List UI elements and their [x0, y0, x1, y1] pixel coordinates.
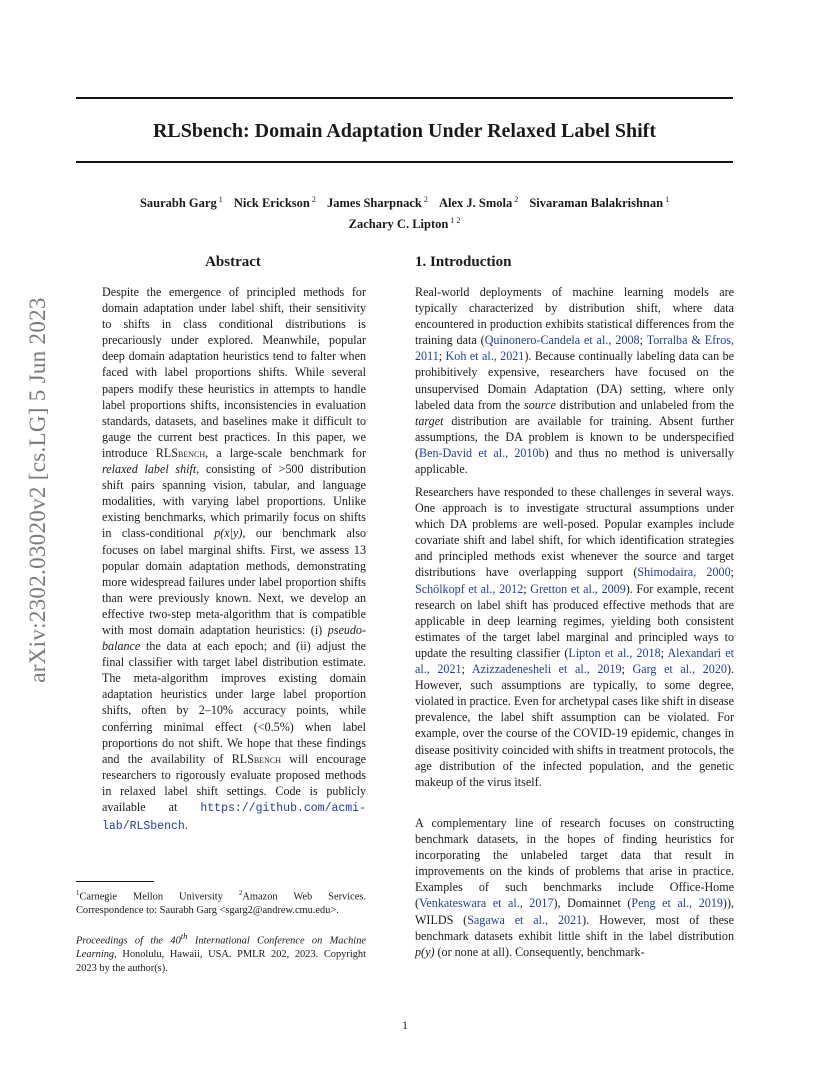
body-text: ). For example, recent research on label shift has produced effective methods that are applicable in deep learning regimes, yielding both consistent estimates of the target label marginal and principled ways to update the resulting classifier ( [415, 581, 735, 660]
body-text: ; [660, 645, 668, 660]
citation-link[interactable]: Lipton et al., 2018 [568, 645, 661, 660]
citation-link[interactable]: Torralba & Efros, 2011 [415, 333, 734, 364]
body-text: ) and thus no method is universally applicable. [415, 445, 735, 477]
body-text: ; [639, 333, 647, 348]
italic-text: relaxed label shift [102, 462, 197, 477]
title-rule-top [76, 97, 733, 99]
citation-link[interactable]: Sagawa et al., 2021 [467, 912, 583, 927]
body-text: , our benchmark also focuses on label marginal shifts. First, we assess 13 popular domain adaptation methods, demonstrating more widespread failures under label proportion shifts than were previously known. Next, we develop an effective two-step meta-algorithm that is compatible with most domain adaptation heuristics: (i) [102, 526, 366, 637]
body-text: , Honolulu, Hawaii, USA. PMLR 202, 2023. Copyright 2023 by the author(s). [76, 949, 366, 975]
small-caps-text: bench [253, 751, 281, 766]
body-text: )), WILDS ( [415, 896, 734, 927]
author-name: Alex J. Smola $^2$ [438, 195, 519, 210]
body-text: Amazon Web Services. Correspondence to: Saurabh Garg <sgarg2@andrew.cmu.edu>. [76, 891, 366, 917]
author-name: Saurabh Garg $^1$ [139, 195, 223, 210]
author-affiliation-mark: 1 [665, 195, 670, 204]
italic-text: source [524, 397, 556, 412]
intro-paragraph-2 [415, 484, 734, 790]
arxiv-stamp [25, 296, 50, 683]
italic-text: Proceedings of the 40 [76, 935, 181, 947]
citation-link[interactable]: Garg et al., 2020 [632, 662, 727, 677]
body-text: ). Because continually labeling data can be prohibitively expensive, researchers have focused on the unsupervised Domain Adaptation (DA) setting, where only labeled data from the [415, 349, 734, 412]
body-text: (or none at all). Consequently, benchmark- [434, 944, 645, 959]
body-text: distribution and unlabeled from the [555, 397, 734, 412]
body-text: Carnegie Mellon University [79, 891, 239, 903]
italic-text: p(y) [415, 944, 435, 959]
citation-link[interactable]: Shimodaira, 2000 [637, 565, 731, 580]
body-text: will encourage researchers to rigorously evaluate proposed methods in relaxed label shift settings. Code is publicly available at [102, 751, 366, 814]
citation-link[interactable]: Azizzadenesheli et al., 2019 [471, 662, 622, 677]
intro-paragraph-1 [415, 284, 734, 477]
footnote-mark: 2 [238, 889, 243, 897]
footnote-mark: 1 [76, 889, 80, 897]
body-text: . [184, 818, 188, 833]
body-text: distribution are available for training. Absent further assumptions, the DA problem is known to be underspecified ( [415, 413, 734, 460]
body-text: , a large-scale benchmark for [205, 445, 366, 460]
author-affiliation-mark: 2 [311, 195, 316, 204]
author-name: Sivaraman Balakrishnan $^1$ [529, 195, 670, 210]
body-text: ). However, most of these benchmark datasets exhibit little shift in the label distribution [415, 912, 735, 943]
author-list [76, 191, 733, 233]
small-caps-text: bench [177, 445, 206, 460]
citation-link[interactable]: Alexandari et al., 2021 [415, 645, 734, 677]
title-rule-bottom [76, 161, 733, 163]
page-number: 1 [402, 1018, 408, 1032]
author-name: James Sharpnack $^2$ [327, 195, 428, 210]
author-affiliation-mark: 1 2 [450, 216, 461, 225]
citation-link[interactable]: Gretton et al., 2009 [530, 581, 626, 596]
italic-text: pseudo-balance [102, 622, 366, 654]
footnote-rule [76, 881, 154, 882]
proceedings-note [76, 929, 366, 976]
body-text: ). However, such assumptions are typically, to some degree, violated in practice. Even for archetypal cases like shift in disease prevalence, the label shift assumption can be violated. For example, over the course of the COVID-19 epidemic, changes in disease positivity coincided with shifts in treatment protocols, the age distribution of the infected population, and the genetic makeup of the virus itself. [415, 662, 734, 789]
arxiv-stamp-text: arXiv:2302.03020v2 [cs.LG] 5 Jun 2023 [25, 296, 50, 683]
introduction-heading: 1. Introduction [415, 254, 512, 270]
citation-link[interactable]: Quinonero-Candela et al., 2008 [484, 333, 640, 348]
author-affiliation-mark: 1 [218, 195, 223, 204]
author-name: Zachary C. Lipton $^{1 2}$ [348, 216, 461, 231]
citation-link[interactable]: Ben-David et al., 2010b [419, 445, 545, 460]
abstract-body [102, 284, 366, 835]
body-text: Real-world deployments of machine learning models are typically characterized by distribution shift, where data encountered in production exhibits statistical differences from the training data ( [415, 285, 734, 348]
body-text: , consisting of >500 distribution shift pairs spanning vision, tabular, and language modalities, with varying label proportions. Unlike existing benchmarks, which primarily focus on shifts in class-conditional [102, 462, 366, 541]
citation-link[interactable]: Peng et al., 2019 [631, 896, 723, 911]
citation-link[interactable]: Schölkopf et al., 2012 [415, 581, 524, 596]
body-text: A complementary line of research focuses on constructing benchmark datasets, in the hopes of finding heuristics for incorporating the unlabeled target data that result in improvements on the kinds of problems that arise in practice. Examples of such benchmarks include Office-Home ( [415, 816, 734, 911]
italic-text: International Conference on Machine Learning [76, 935, 367, 961]
body-text: the data at each epoch; and (ii) adjust the final classifier with target label distribution estimate. The meta-algorithm improves existing domain adaptation heuristics under large label proportion shifts, often by 2–10% accuracy points, while conferring minimal effect (<0.5%) when label proportions do not shift. We hope that these findings and the availability of RLS [102, 639, 366, 766]
italic-text: p(x|y) [214, 526, 243, 541]
code-url-link[interactable]: https://github.com/acmi-lab/RLSbench [102, 802, 366, 834]
author-affiliation-mark: 2 [514, 195, 519, 204]
italic-text: target [415, 413, 444, 428]
author-name: Nick Erickson $^2$ [233, 195, 316, 210]
body-text: Despite the emergence of principled methods for domain adaptation under label shift, their sensitivity to shifts in class conditional distributions is precariously under explored. Meanwhile, popular deep domain adaptation heuristics tend to falter when faced with label proportions shifts. While several papers modify these heuristics in attempts to handle label proportions shifts, inconsistencies in evaluation standards, datasets, and baselines make it difficult to gauge the current best practices. In this paper, we introduce RLS [102, 285, 366, 460]
paper-title: RLSbench: Domain Adaptation Under Relaxed Label Shift [152, 120, 657, 142]
ordinal-suffix: th [180, 931, 188, 941]
abstract-heading: Abstract [205, 254, 261, 270]
author-affiliation-mark: 2 [423, 195, 428, 204]
body-text: ; [523, 581, 531, 596]
body-text: ; [461, 662, 472, 677]
affiliation-footnote [76, 886, 366, 918]
body-text: Researchers have responded to these challenges in several ways. One approach is to investigate structural assumptions under which DA problems are well-posed. Popular examples include covariate shift and label shift, for which identification strategies and principled methods exist whenever the source and target distributions have overlapping support ( [415, 485, 734, 580]
body-text: ; [621, 662, 633, 677]
citation-link[interactable]: Koh et al., 2021 [445, 349, 525, 364]
citation-link[interactable]: Venkateswara et al., 2017 [419, 896, 554, 911]
intro-paragraph-3 [415, 815, 734, 960]
body-text: ), Domainnet ( [553, 896, 632, 911]
body-text: ; [730, 565, 734, 580]
body-text: ; [438, 349, 446, 364]
